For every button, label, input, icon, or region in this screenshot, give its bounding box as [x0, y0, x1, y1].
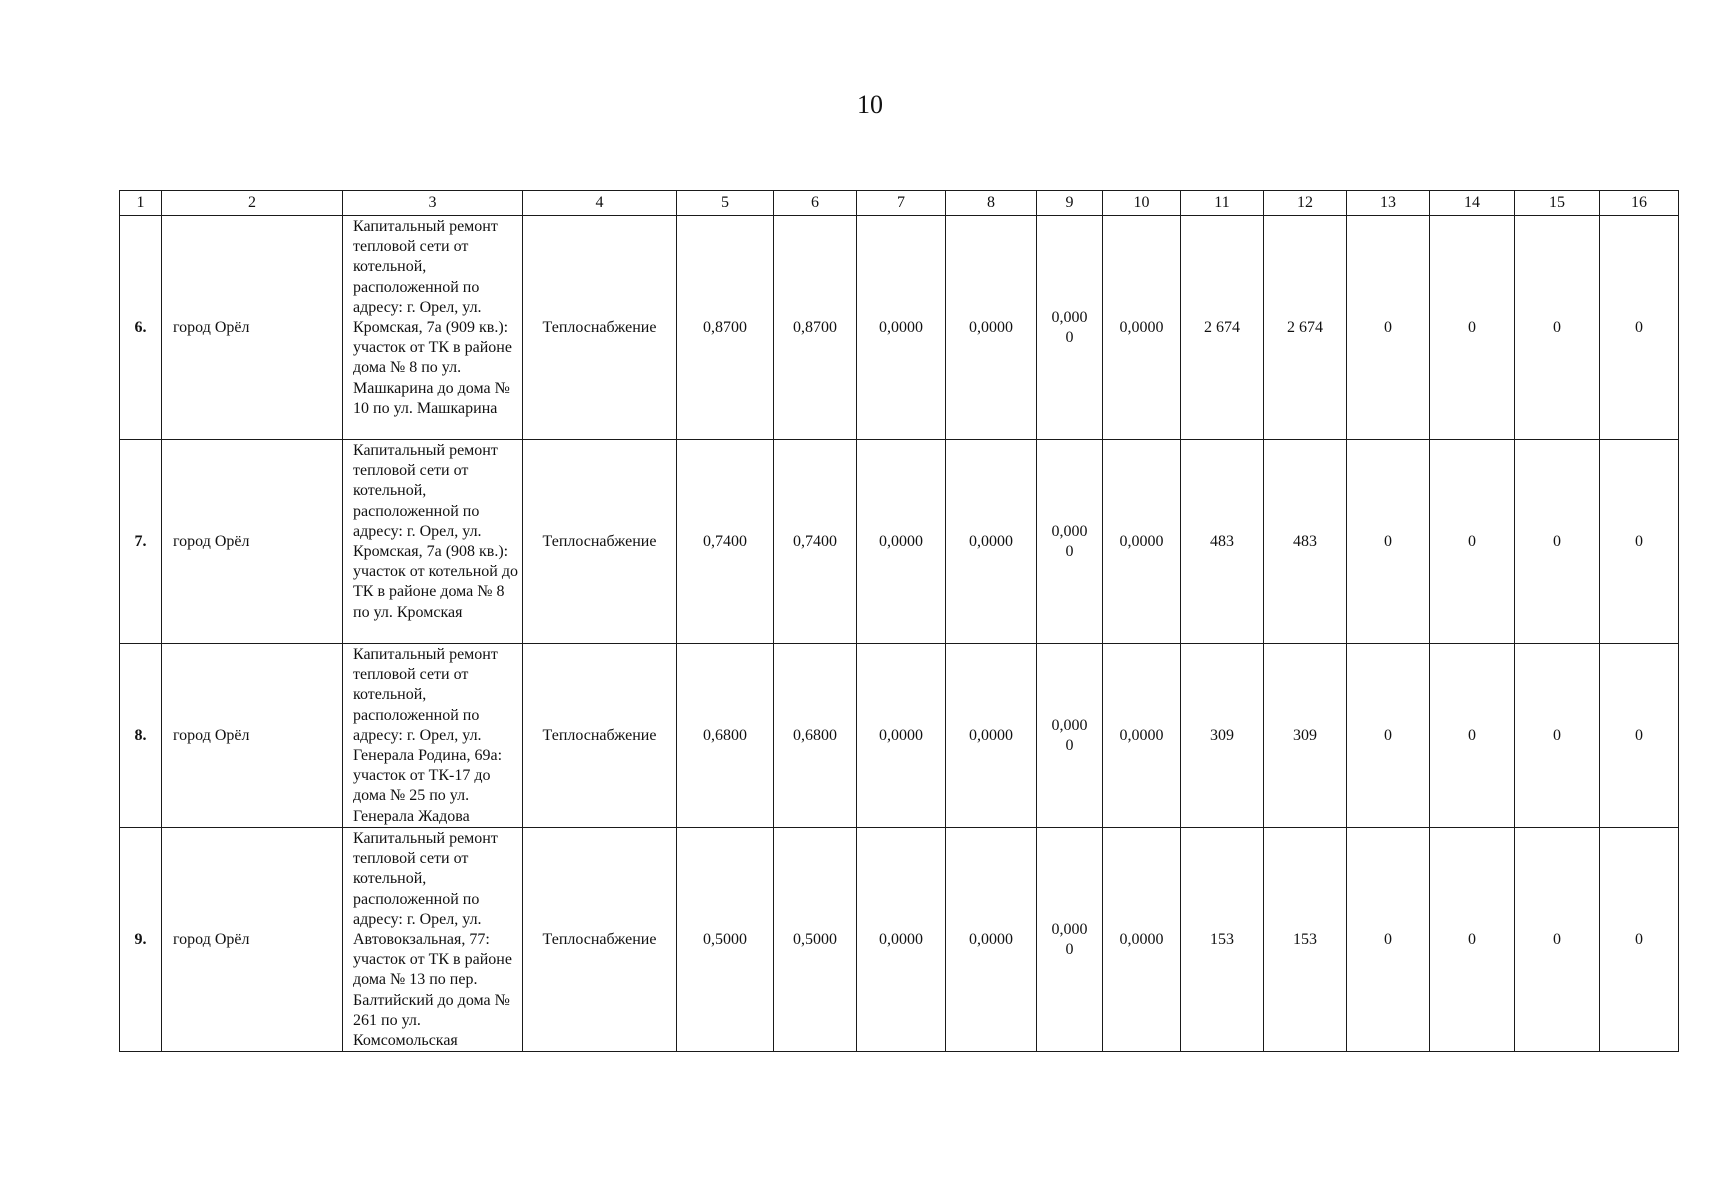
city-cell: город Орёл	[162, 216, 343, 440]
value-cell: 0,0000	[857, 216, 946, 440]
value-part: 0,000	[1051, 920, 1088, 938]
row-number: 6.	[120, 216, 162, 440]
value-cell: 0,0000	[857, 644, 946, 828]
value-cell: 0,7400	[677, 440, 774, 644]
value-cell: 0	[1430, 216, 1515, 440]
city-cell: город Орёл	[162, 440, 343, 644]
value-cell-col9	[1037, 440, 1103, 644]
value-cell: 0	[1600, 216, 1679, 440]
value-cell: 309	[1264, 644, 1347, 828]
value-cell: 483	[1264, 440, 1347, 644]
value-cell: 483	[1181, 440, 1264, 644]
value-cell: 0,0000	[1103, 440, 1181, 644]
value-cell: 309	[1181, 644, 1264, 828]
value-cell: 0	[1430, 440, 1515, 644]
column-header: 14	[1430, 191, 1515, 216]
value-part: 0,000	[1051, 522, 1088, 540]
type-cell: Теплоснабжение	[523, 828, 677, 1052]
value-cell: 0	[1515, 216, 1600, 440]
value-cell: 0	[1515, 440, 1600, 644]
value-cell-col9	[1037, 828, 1103, 1052]
value-cell: 0	[1515, 828, 1600, 1052]
value-cell: 0,0000	[946, 440, 1037, 644]
value-cell-col9	[1037, 644, 1103, 828]
value-part: 0,000	[1051, 716, 1088, 734]
type-cell: Теплоснабжение	[523, 216, 677, 440]
value-part: 0	[1065, 940, 1074, 958]
type-cell: Теплоснабжение	[523, 644, 677, 828]
value-cell: 2 674	[1264, 216, 1347, 440]
value-cell: 0	[1600, 828, 1679, 1052]
value-cell: 0,6800	[774, 644, 857, 828]
column-header: 15	[1515, 191, 1600, 216]
value-part: 0	[1065, 736, 1074, 754]
value-cell: 0,0000	[1103, 644, 1181, 828]
column-header: 2	[162, 191, 343, 216]
column-header: 3	[343, 191, 523, 216]
value-part: 0	[1065, 328, 1074, 346]
row-number: 7.	[120, 440, 162, 644]
value-cell: 0	[1600, 644, 1679, 828]
value-cell: 0,0000	[1103, 828, 1181, 1052]
value-cell: 0	[1430, 644, 1515, 828]
value-cell: 153	[1181, 828, 1264, 1052]
column-header: 5	[677, 191, 774, 216]
page-number: 10	[857, 90, 883, 119]
column-header: 10	[1103, 191, 1181, 216]
description-cell: Капитальный ремонт тепловой сети от котельной, расположенной по адресу: г. Орел, ул. Генерала Родина, 69а: участок от ТК-17 до дома № 25 по ул. Генерала Жадова	[343, 644, 523, 828]
row-number: 9.	[120, 828, 162, 1052]
value-cell: 0,0000	[946, 216, 1037, 440]
row-number: 8.	[120, 644, 162, 828]
value-cell: 0,6800	[677, 644, 774, 828]
value-cell: 0	[1347, 440, 1430, 644]
value-cell: 0,0000	[857, 440, 946, 644]
value-cell: 0	[1430, 828, 1515, 1052]
column-header: 8	[946, 191, 1037, 216]
value-cell: 0,7400	[774, 440, 857, 644]
description-cell: Капитальный ремонт тепловой сети от котельной, расположенной по адресу: г. Орел, ул. Кромская, 7а (908 кв.): участок от котельной до ТК в районе дома № 8 по ул. Кромская	[343, 440, 523, 644]
value-cell: 0	[1515, 644, 1600, 828]
value-cell: 0,5000	[677, 828, 774, 1052]
type-cell: Теплоснабжение	[523, 440, 677, 644]
column-header: 12	[1264, 191, 1347, 216]
description-cell: Капитальный ремонт тепловой сети от котельной, расположенной по адресу: г. Орел, ул. Автовокзальная, 77: участок от ТК в районе дома № 13 по пер. Балтийский до дома № 261 по ул. Комсомольская	[343, 828, 523, 1052]
value-cell: 0,0000	[946, 644, 1037, 828]
column-header: 1	[120, 191, 162, 216]
description-cell: Капитальный ремонт тепловой сети от котельной, расположенной по адресу: г. Орел, ул. Кромская, 7а (909 кв.): участок от ТК в районе дома № 8 по ул. Машкарина до дома № 10 по ул. Машкарина	[343, 216, 523, 440]
city-cell: город Орёл	[162, 644, 343, 828]
value-cell: 0,8700	[677, 216, 774, 440]
value-cell-col9	[1037, 216, 1103, 440]
column-header: 11	[1181, 191, 1264, 216]
city-cell: город Орёл	[162, 828, 343, 1052]
value-cell: 0	[1347, 644, 1430, 828]
table-row	[120, 440, 1679, 644]
value-cell: 0,0000	[1103, 216, 1181, 440]
header-row	[120, 191, 1679, 216]
value-cell: 0,0000	[946, 828, 1037, 1052]
column-header: 16	[1600, 191, 1679, 216]
value-cell: 0	[1600, 440, 1679, 644]
value-cell: 0,8700	[774, 216, 857, 440]
value-cell: 153	[1264, 828, 1347, 1052]
table-row	[120, 828, 1679, 1052]
value-part: 0	[1065, 542, 1074, 560]
column-header: 7	[857, 191, 946, 216]
column-header: 9	[1037, 191, 1103, 216]
value-cell: 0,5000	[774, 828, 857, 1052]
value-cell: 2 674	[1181, 216, 1264, 440]
column-header: 13	[1347, 191, 1430, 216]
value-cell: 0,0000	[857, 828, 946, 1052]
value-cell: 0	[1347, 216, 1430, 440]
column-header: 6	[774, 191, 857, 216]
value-part: 0,000	[1051, 308, 1088, 326]
value-cell: 0	[1347, 828, 1430, 1052]
column-header: 4	[523, 191, 677, 216]
table-row	[120, 216, 1679, 440]
table-row	[120, 644, 1679, 828]
data-table	[119, 190, 1679, 1052]
